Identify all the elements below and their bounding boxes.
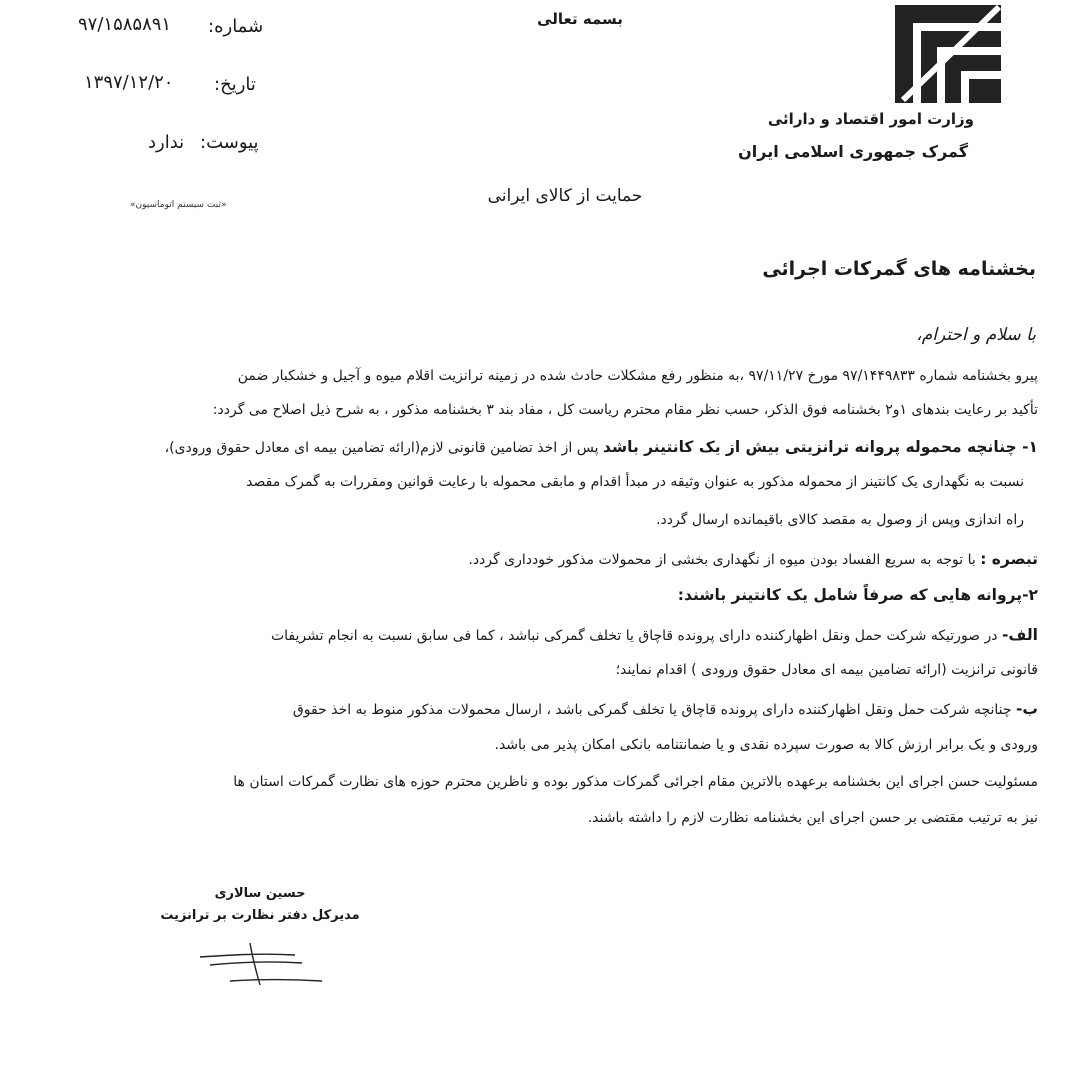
be-label: ب-	[1015, 700, 1038, 718]
date-value: ۱۳۹۷/۱۲/۲۰	[84, 72, 174, 93]
slogan: حمایت از کالای ایرانی	[487, 186, 643, 206]
be-text-1: چنانچه شرکت حمل ونقل اظهارکننده دارای پرونده قاچاق یا تخلف گمرکی باشد ، ارسال محمولات مذکور منوط به اخذ حقوق	[292, 702, 1012, 718]
signatory-name: حسین سالاری	[214, 886, 306, 901]
item-2-heading: ۲-پروانه هایی که صرفاً شامل یک کانتینر باشند:	[677, 586, 1038, 604]
item-1-line-3: راه اندازی وپس از وصول به مقصد کالای باقیمانده ارسال گردد.	[656, 512, 1024, 528]
item-1-line-2: نسبت به نگهداری یک کانتینر از محموله مذکور به عنوان وثیقه در مبدأ اقدام و مابقی محموله با رعایت قوانین ومقررات به گمرک مقصد	[246, 474, 1024, 490]
date-label: تاریخ:	[214, 74, 256, 95]
paragraph-1-line-1: پیرو بخشنامه شماره ۹۷/۱۴۴۹۸۳۳ مورخ ۹۷/۱۱/۲۷ ،به منظور رفع مشکلات حادث شده در زمینه ترانزیت اقلام میوه و آجیل و خشکبار ضمن	[237, 368, 1038, 384]
customs-name: گمرک جمهوری اسلامی ایران	[738, 142, 968, 161]
be-line-2: ورودی و یک برابر ارزش کالا به صورت سپرده نقدی و یا ضمانتنامه بانکی امکان پذیر می باشد.	[494, 737, 1038, 753]
responsibility-line-1: مسئولیت حسن اجرای این بخشنامه برعهده بالاترین مقام اجرائی گمرکات مذکور بوده و ناظرین محترم حوزه های نظارت گمرکات استان ها	[233, 774, 1038, 790]
number-label: شماره:	[208, 16, 264, 37]
attachment-value: ندارد	[148, 132, 185, 153]
ministry-name: وزارت امور اقتصاد و دارائی	[767, 110, 974, 128]
item-1-rest: پس از اخذ تضامین قانونی لازم(ارائه تضامین بیمه ای معادل حقوق ورودی)،	[164, 440, 599, 456]
signatory-title: مدیرکل دفتر نظارت بر ترانزیت	[160, 908, 360, 923]
invocation: بسمه تعالی	[537, 10, 623, 28]
paragraph-1-line-2: تأکید بر رعایت بندهای ۱و۲ بخشنامه فوق الذکر، حسب نظر مقام محترم ریاست کل ، مفاد بند ۳ بخشنامه مذکور ، به شرح ذیل اصلاح می گردد:	[212, 402, 1038, 418]
item-1-bold: ۱- چنانچه محموله پروانه ترانزیتی بیش از یک کانتینر باشد	[602, 438, 1038, 456]
note-line	[468, 550, 1038, 568]
note-text: با توجه به سریع الفساد بودن میوه از نگهداری بخشی از محمولات مذکور خودداری گردد.	[468, 552, 976, 568]
note-label: تبصره :	[980, 550, 1038, 568]
responsibility-line-2: نیز به ترتیب مقتضی بر حسن اجرای این بخشنامه نظارت لازم را داشته باشند.	[587, 810, 1038, 826]
greeting: با سلام و احترام،	[916, 325, 1036, 345]
alef-text-1: در صورتیکه شرکت حمل ونقل اظهارکننده دارای پرونده قاچاق یا تخلف گمرکی نباشد ، کما فی سابق نسبت به انجام تشریفات	[270, 628, 998, 644]
alef-label: الف-	[1001, 626, 1038, 644]
number-value: ۹۷/۱۵۸۵۸۹۱	[78, 14, 172, 35]
signature-scribble-icon	[190, 935, 330, 990]
attachment-label: پیوست:	[200, 132, 259, 153]
item-1-line-1	[165, 438, 1038, 456]
automation-stamp: «ثبت سیستم اتوماسیون»	[130, 200, 227, 210]
circular-title: بخشنامه های گمرکات اجرائی	[762, 258, 1036, 280]
be-line-1	[293, 700, 1038, 718]
alef-line-2: قانونی ترانزیت (ارائه تضامین بیمه ای معادل حقوق ورودی ) اقدام نمایند؛	[615, 662, 1038, 678]
alef-line-1	[271, 626, 1038, 644]
customs-logo-icon	[895, 5, 1001, 103]
